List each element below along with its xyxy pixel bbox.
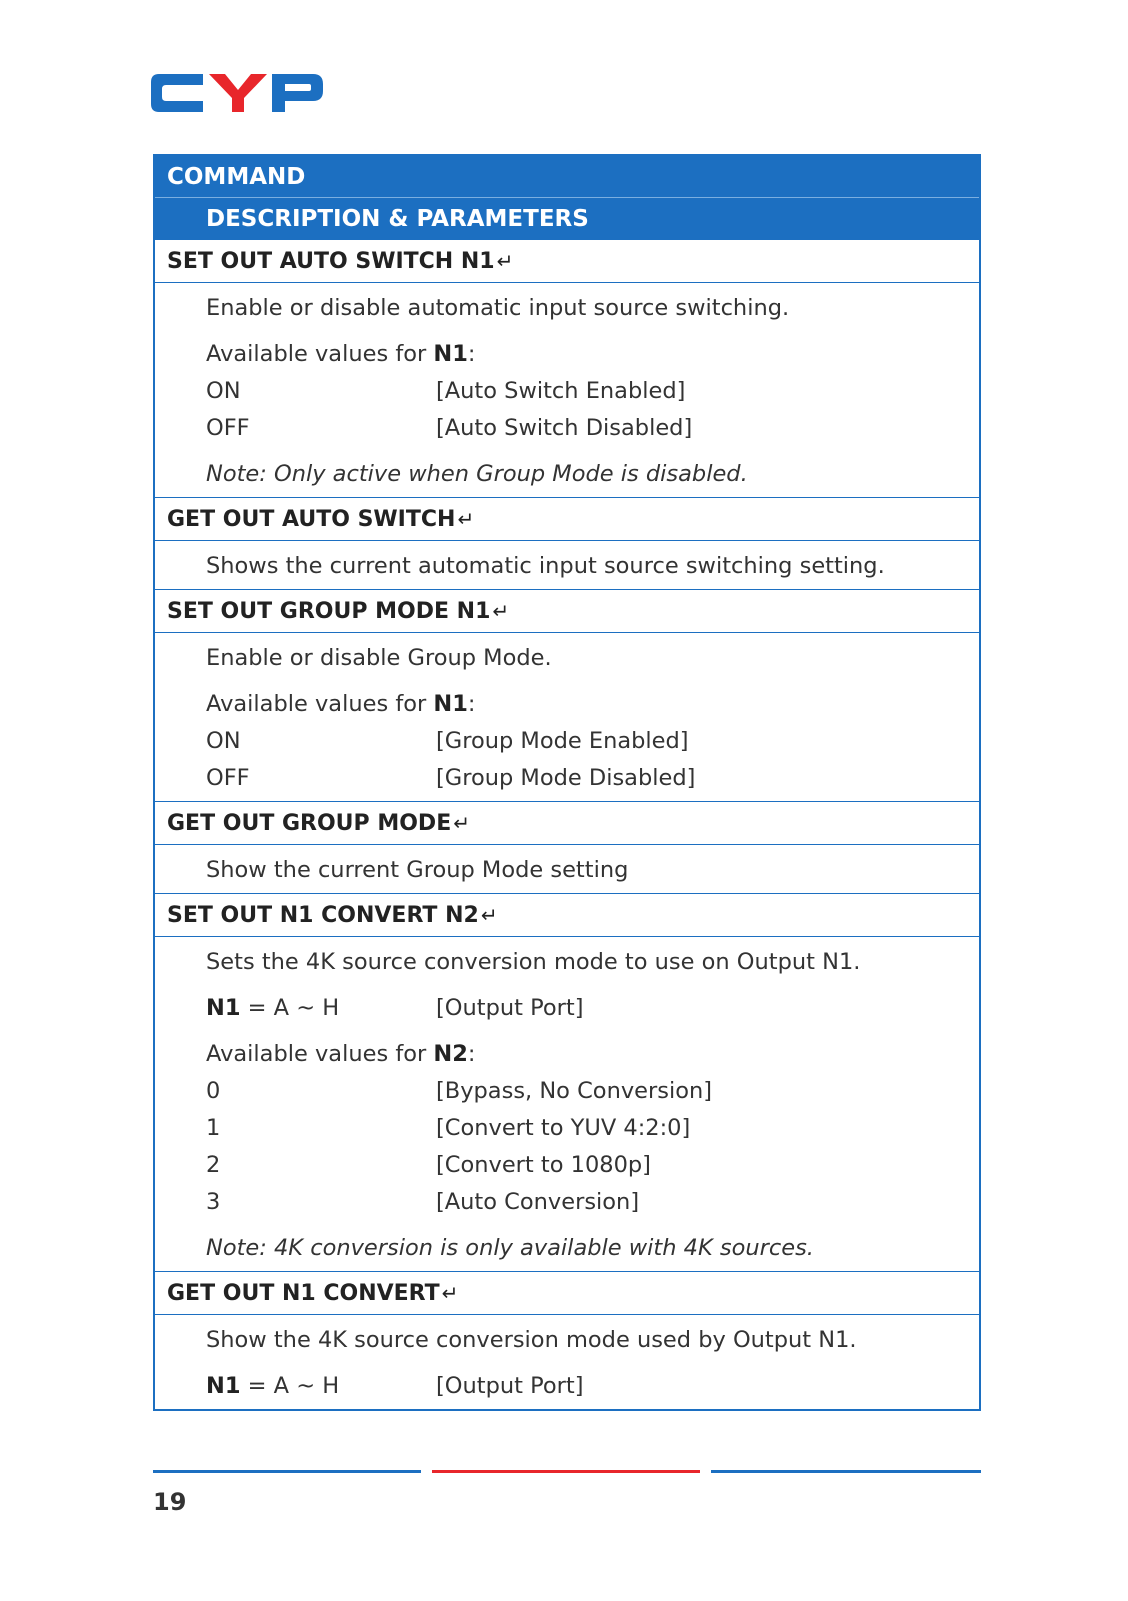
description-cell [155,937,979,1272]
command-text: GET OUT AUTO SWITCH [167,507,456,532]
description-cell [155,1315,979,1409]
param-value: [Output Port] [436,995,584,1021]
description-cell [155,283,979,498]
value-row [206,1147,979,1184]
command-row [155,802,979,845]
value-desc: [Convert to 1080p] [436,1152,651,1178]
value-key: ON [206,378,241,404]
param-value: [Output Port] [436,1373,584,1399]
values-heading: Available values for N1: [206,341,476,367]
enter-icon: ↵ [441,1281,459,1305]
values-heading: Available values for N1: [206,691,476,717]
param-row [206,990,979,1027]
footer-line-blue-left [153,1470,421,1473]
value-key: 3 [206,1189,221,1215]
note-text: Note: Only active when Group Mode is disabled. [206,461,748,487]
page-number: 19 [153,1488,187,1516]
param-range: = A ~ H [240,995,340,1021]
value-desc: [Auto Conversion] [436,1189,640,1215]
command-text: SET OUT GROUP MODE N1 [167,599,491,624]
footer-line-blue-right [711,1470,981,1473]
command-row [155,498,979,541]
command-row [155,894,979,937]
command-text: SET OUT N1 CONVERT N2 [167,903,479,928]
enter-icon: ↵ [496,249,514,273]
description-text: Show the current Group Mode setting [206,857,629,883]
command-text: SET OUT AUTO SWITCH N1 [167,249,495,274]
command-row [155,590,979,633]
description-cell [155,845,979,894]
values-heading: Available values for N2: [206,1041,476,1067]
value-key: OFF [206,765,250,791]
value-desc: [Bypass, No Conversion] [436,1078,713,1104]
enter-icon: ↵ [492,599,510,623]
value-desc: [Auto Switch Enabled] [436,378,686,404]
enter-icon: ↵ [453,811,470,835]
enter-icon: ↵ [480,903,498,927]
description-text: Enable or disable automatic input source switching. [206,295,790,321]
param-name: N1 [206,995,241,1021]
value-row [206,1184,979,1221]
cyp-logo [151,74,323,112]
command-table [153,154,981,1411]
header-command: COMMAND [155,156,979,198]
description-cell [155,633,979,802]
description-cell [155,541,979,590]
param-range: = A ~ H [240,1373,340,1399]
param-row [206,1368,979,1405]
description-text: Sets the 4K source conversion mode to use on Output N1. [206,949,861,975]
value-row [206,723,979,760]
value-desc: [Group Mode Enabled] [436,728,689,754]
param-name: N1 [206,1373,241,1399]
value-key: 1 [206,1115,221,1141]
value-desc: [Convert to YUV 4:2:0] [436,1115,691,1141]
value-row [206,1110,979,1147]
command-text: GET OUT N1 CONVERT [167,1281,440,1306]
description-text: Enable or disable Group Mode. [206,645,552,671]
command-row [155,1272,979,1315]
enter-icon: ↵ [457,507,475,531]
command-row [155,240,979,283]
note-text: Note: 4K conversion is only available with 4K sources. [206,1235,814,1261]
value-row [206,760,979,797]
command-text: GET OUT GROUP MODE [167,811,452,836]
value-key: 0 [206,1078,221,1104]
description-text: Shows the current automatic input source switching setting. [206,553,885,579]
value-desc: [Group Mode Disabled] [436,765,696,791]
value-desc: [Auto Switch Disabled] [436,415,693,441]
header-description: DESCRIPTION & PARAMETERS [155,198,979,240]
value-key: OFF [206,415,250,441]
description-text: Show the 4K source conversion mode used by Output N1. [206,1327,857,1353]
value-row [206,373,979,410]
value-row [206,1073,979,1110]
value-key: ON [206,728,241,754]
value-key: 2 [206,1152,221,1178]
value-row [206,410,979,447]
footer-line-red-center [432,1470,700,1473]
